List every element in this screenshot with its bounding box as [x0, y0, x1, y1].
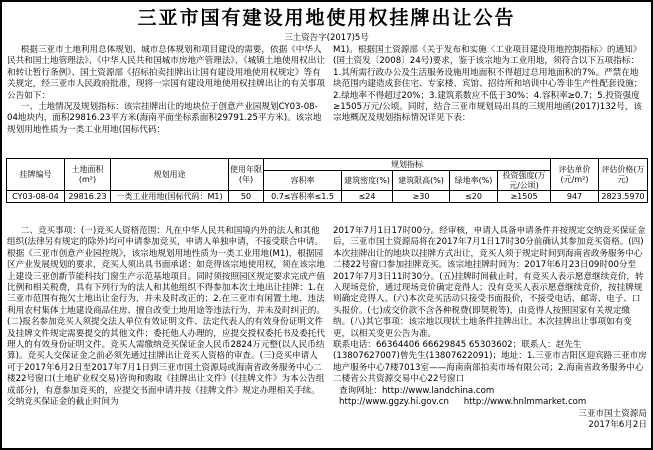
header-plan-indices: 规划指标 [264, 159, 551, 171]
website-link-hnlmmarket[interactable]: http://www.hnlmmarket.com [463, 397, 587, 408]
website-line-2 [333, 397, 647, 408]
cell-years: 50 [229, 191, 264, 203]
issue-date: 2017年6月2日 [588, 419, 647, 430]
bidding-continuation: 2017年7月1日17时00分。经审核，申请人具备申请条件并按规定交纳竞买保证金后，三亚市国土资源局将在2017年7月1日17时30分前确认其参加竞买资格。(四)本次挂牌出让的地块以挂牌方式出让，竞买人须于规定时间到海南省政务服务中心二楼22号窗口参加挂牌竞买。该宗地挂牌时间为：2017年6月23日09时00分至2017年7月3日11时30分。(五)挂牌时间截止时，有竞买人表示愿意继续竞价，转入现场竞价，通过现场竞价确定竞得人；没有竞买人表示愿意继续竞价，按挂牌规则确定竞得人。(六)本次竞买活动只接受书面报价，不接受电话、邮寄、电子、口头报价。(七)成交价款不含各种税费(即契税等)，由竞得人按照国家有关规定缴纳。(八)其它事项：该宗地以现状土地条件挂牌出让。本次挂牌出让事项如有变更，以相关变更公告为准。 [333, 226, 646, 339]
header-height: 建筑限高(%) [393, 171, 450, 191]
cell-unit-price: 947 [551, 191, 599, 203]
website-label: 查询网址： [339, 385, 382, 396]
cell-use: 一类工业用地(国标代码：M1) [111, 191, 229, 203]
intro-left-column [7, 45, 325, 157]
section1-paragraph: 一、土地情况及规划指标：该宗挂牌出让的地块位于创意产业园规划CY03-08-04地块内，面积29816.23平方米(海南平面坐标系面积29791.25平方米)。该宗地规划用地性质为一类工业用地(国标代码： [7, 102, 322, 135]
table-row [7, 191, 648, 203]
cell-lot-no: CY03-08-04 [7, 191, 65, 203]
body-right-column [333, 226, 647, 444]
website-line-1 [333, 386, 647, 397]
cell-area: 29816.23 [65, 191, 111, 203]
header-years: 使用年限(年) [229, 159, 264, 191]
header-green: 绿地率(%) [450, 171, 498, 191]
section1-continuation: M1)。根据国土资源部《关于发布和实施〈工业项目建设用地控制指标〉的通知》(国土资发〔2008〕24号)要求，鉴于该宗地为工业用地，须符合以下五项指标：1.其所需行政办公及生活服务设施用地面积不得超过总用地面积的7%。严禁在地块范围内建造成套住宅、专家楼、宾馆、招待所和培训中心等非生产性配套设施；2.绿地率不得超过20%；3.建筑系数应不低于30%；4.容积率≥0.7；5.投资强度≥1505万元/公顷。同时，结合三亚市规划局出具的三规用地函(2017)132号，该宗地概况及规划指标情况详见下表： [333, 45, 643, 124]
header-lot-no: 挂牌编号 [7, 159, 65, 191]
website-link-landchina[interactable]: http://www.landchina.com [381, 385, 495, 396]
header-area: 土地面积(m²) [65, 159, 111, 191]
body-left-column [7, 226, 325, 444]
header-total-price: 评估价格(万元) [599, 159, 648, 191]
table-header-row [7, 159, 648, 171]
header-density: 建筑密度(%) [342, 171, 393, 191]
intro-paragraph: 根据三亚市土地利用总体规划、城市总体规划和项目建设的需要，依据《中华人民共和国土地管理法》、《中华人民共和国城市房地产管理法》、《城镇土地使用权出让和转让暂行条例》、国土资源部《招标拍卖挂牌出让国有建设用地使用权规定》等有关规定，经三亚市人民政府批准，现将一宗国有建设用地使用权挂牌出让的有关事项公告如下： [7, 45, 325, 101]
cell-invest: ≥1505 [498, 191, 551, 203]
header-unit-price: 评估单价(元/m²) [551, 159, 599, 191]
cell-height: ≥30 [393, 191, 450, 203]
header-invest: 投资强度(万元/公顷) [498, 171, 551, 191]
cell-green: ≤20 [450, 191, 498, 203]
issuer-name: 三亚市国土资源局 [578, 408, 647, 419]
cell-density: ≤24 [342, 191, 393, 203]
header-far: 容积率 [264, 171, 342, 191]
intro-right-column [333, 45, 647, 157]
contact-info: 联系电话：66364406 66629845 65303602；联系人：赵先生(13807627007)曾先生(13807622091)；地址：1.三亚市吉阳区迎宾路三亚市房地产服务中心7楼7013室——海南南部拍卖市场有限公司；2.海南省政务服务中心二楼省公共资源交易中心22号窗口 [333, 340, 647, 385]
document-number: 三土资告字(2017)5号 [284, 33, 369, 43]
cell-total-price: 2823.5970 [599, 191, 648, 203]
notice-title: 三亚市国有建设用地使用权挂牌出让公告 [137, 7, 516, 29]
cell-far: 0.7≤容积率≤1.5 [264, 191, 342, 203]
website-link-ggzy[interactable]: http://www.ggzy.hi.gov.cn [339, 397, 449, 408]
bidding-paragraph: 二、竞买事项：(一)竞买人资格范围：凡在中华人民共和国境内外的法人和其他组织(法律另有规定的除外)均可申请参加竞买，申请人单独申请，不接受联合申请。根据《三亚市创意产业园控规》，该宗地规划用地性质为一类工业用地(M1)，根据园区产业发展规划的要求，竞买人须出具书面承诺：如竞得该宗地使用权，须在该宗地上建设三亚创新节能科技门窗生产示范基地项目。同时须按照园区规定要求完成产值比例和相关税费，具有下列行为的法人和其他组织不得参加本次土地出让挂牌：1.在三亚市范围有拖欠土地出让金行为，并未及时改正的；2.在三亚市有闲置土地、违法利用农村集体土地建设商品住房、擅自改变土地用途等违法行为，并未及时纠正的。(二)报名参加竞买人须提交法人单位有效证明文件、法定代表人的有效身份证明文件及挂牌文件规定需要提交的其他文件；委托他人办理的，应提交授权委托书及委托代理人的有效身份证明文件。竞买人需缴纳竞买保证金人民币2824万元整(以人民币结算)。竞买人交保证金之前必须先通过挂牌出让竞买人资格的审查。(三)竞买申请人可于2017年6月2日至2017年7月1日到三亚市国土资源局或海南省政务服务中心二楼22号窗口(土地矿业权交易)咨询和购取《挂牌出让文件》(《挂牌文件》为本公告组成部分)，有意参加竞买的，应提交书面申请并按《挂牌文件》规定办理相关手续。交纳竞买保证金的截止时间为 [7, 226, 325, 408]
land-spec-table [6, 158, 648, 203]
header-use: 规划用途 [111, 159, 229, 191]
